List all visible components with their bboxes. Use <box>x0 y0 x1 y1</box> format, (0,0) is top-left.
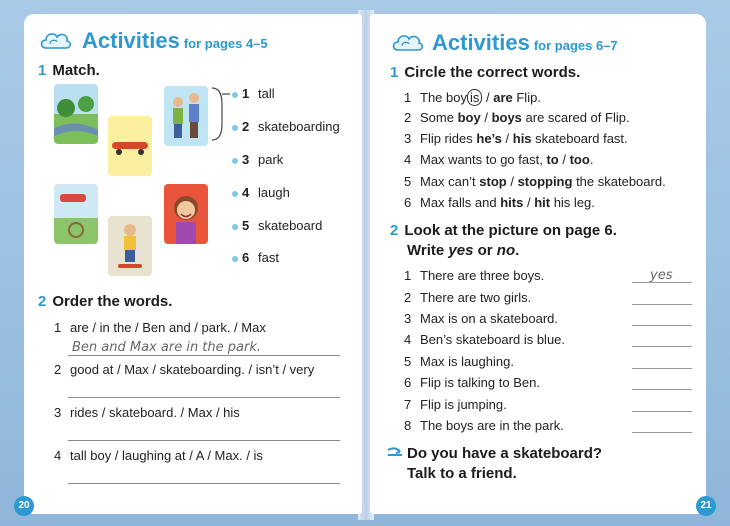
yesno-answer-1: yes <box>650 268 673 283</box>
exercise-1-heading-right: 1 Circle the correct words. <box>390 64 581 81</box>
left-page-title: Activities for pages 4–5 <box>82 28 268 53</box>
circle-item-1: 1 The boy is / are Flip. <box>404 90 541 105</box>
yesno-item-4: 4 Ben’s skateboard is blue. <box>404 332 566 347</box>
picture-park <box>54 84 98 144</box>
picture-skateboarding-boy <box>108 216 152 276</box>
exercise-2-heading: 2 Order the words. <box>38 293 173 310</box>
match-word-6: 6 fast <box>242 250 279 265</box>
picture-race <box>54 184 98 244</box>
yesno-item-1: 1 There are three boys. <box>404 268 545 283</box>
exercise-2-instruction: Write yes or no. <box>407 242 520 259</box>
yesno-item-2: 2 There are two girls. <box>404 290 532 305</box>
exercise-1-heading: 1 Match. <box>38 62 100 79</box>
picture-laughing-girl <box>164 184 208 244</box>
order-item-1: 1 are / in the / Ben and / park. / Max <box>54 320 266 335</box>
right-page <box>370 14 712 514</box>
talk-prompt-line-1: Do you have a skateboard? <box>407 445 603 462</box>
answer-line-1[interactable] <box>68 355 340 356</box>
yesno-line-8[interactable] <box>632 432 692 433</box>
right-page-title: Activities for pages 6–7 <box>432 30 618 55</box>
yesno-item-8: 8 The boys are in the park. <box>404 418 564 433</box>
match-dot[interactable] <box>232 125 238 131</box>
picture-tall-boys <box>164 86 208 146</box>
answer-line-3[interactable] <box>68 440 340 441</box>
circle-item-5: 5 Max can’t stop / stopping the skateboard. <box>404 174 666 189</box>
circle-item-3: 3 Flip rides he’s / his skateboard fast. <box>404 131 628 146</box>
left-page <box>18 14 362 514</box>
yesno-line-7[interactable] <box>632 411 692 412</box>
match-dot[interactable] <box>232 224 238 230</box>
yesno-line-6[interactable] <box>632 389 692 390</box>
circle-item-6: 6 Max falls and hits / hit his leg. <box>404 195 595 210</box>
answer-line-4[interactable] <box>68 483 340 484</box>
page-number-left: 20 <box>14 496 34 516</box>
yesno-item-3: 3 Max is on a skateboard. <box>404 311 559 326</box>
order-item-4: 4 tall boy / laughing at / A / Max. / is <box>54 448 263 463</box>
yesno-line-3[interactable] <box>632 325 692 326</box>
yesno-line-5[interactable] <box>632 368 692 369</box>
match-dot[interactable] <box>232 256 238 262</box>
yesno-line-4[interactable] <box>632 346 692 347</box>
yesno-item-7: 7 Flip is jumping. <box>404 397 507 412</box>
match-word-3: 3 park <box>242 152 284 167</box>
right-page-subtitle: for pages 6–7 <box>533 38 618 53</box>
yesno-item-5: 5 Max is laughing. <box>404 354 514 369</box>
circled-word[interactable]: is <box>467 89 482 106</box>
match-dot[interactable] <box>232 158 238 164</box>
yesno-line-2[interactable] <box>632 304 692 305</box>
match-word-1: 1 tall <box>242 86 275 101</box>
match-word-4: 4 laugh <box>242 185 290 200</box>
match-word-2: 2 skateboarding <box>242 119 340 134</box>
match-bracket <box>210 86 232 142</box>
page-number-right: 21 <box>696 496 716 516</box>
match-word-5: 5 skateboard <box>242 218 323 233</box>
exercise-2-heading-right: 2 Look at the picture on page 6. <box>390 222 617 239</box>
circle-item-4: 4 Max wants to go fast, to / too. <box>404 152 594 167</box>
yesno-line-1[interactable] <box>632 282 692 283</box>
order-item-3: 3 rides / skateboard. / Max / his <box>54 405 240 420</box>
match-dot[interactable] <box>232 92 238 98</box>
match-dot[interactable] <box>232 191 238 197</box>
circle-item-2: 2 Some boy / boys are scared of Flip. <box>404 110 630 125</box>
yesno-item-6: 6 Flip is talking to Ben. <box>404 375 540 390</box>
answer-line-2[interactable] <box>68 397 340 398</box>
order-item-2: 2 good at / Max / skateboarding. / isn’t / very <box>54 362 315 377</box>
talk-prompt-line-2: Talk to a friend. <box>407 465 517 482</box>
cloud-icon <box>38 26 72 52</box>
speech-arrow-icon <box>386 446 406 460</box>
cloud-icon <box>390 28 424 54</box>
left-page-subtitle: for pages 4–5 <box>183 36 268 51</box>
picture-skateboard <box>108 116 152 176</box>
order-answer-1: Ben and Max are in the park. <box>72 340 262 355</box>
